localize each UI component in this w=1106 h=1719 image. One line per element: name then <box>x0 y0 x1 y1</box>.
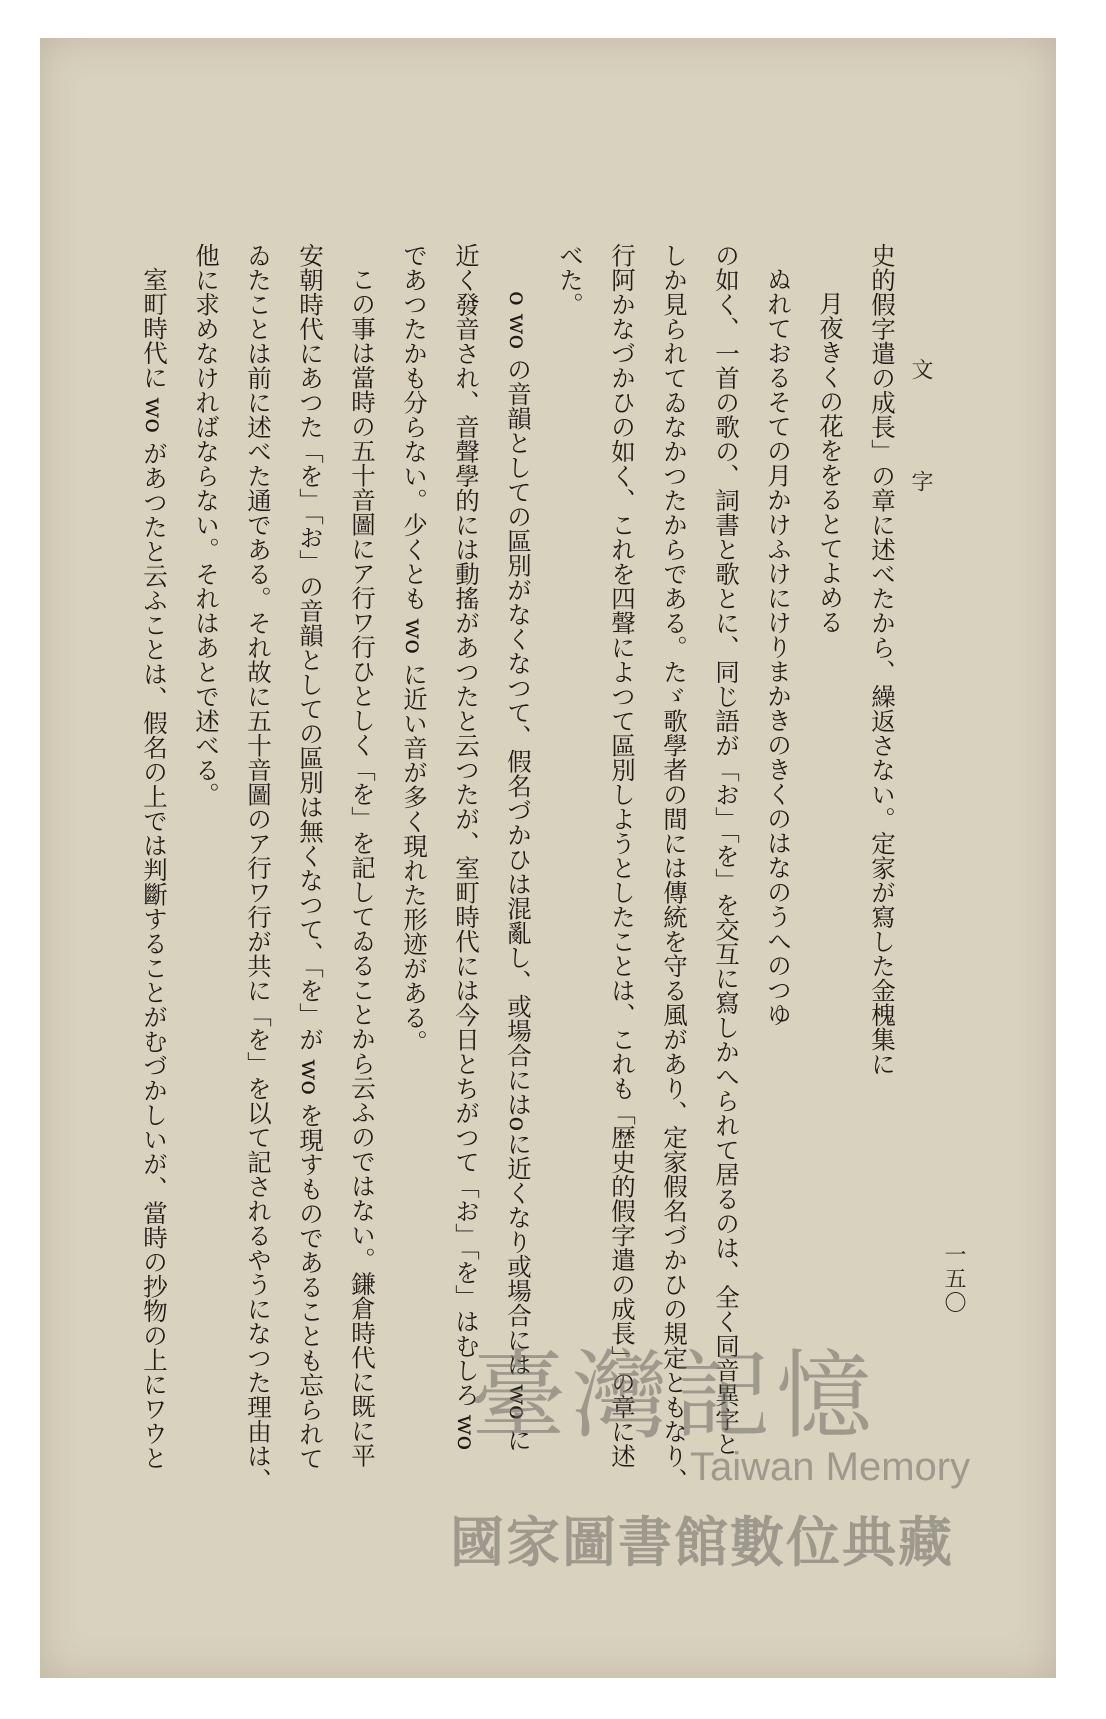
page-number: 一五〇 <box>941 1243 966 1315</box>
text-column: しか見られてゐなかつたからである。たゞ歌學者の間には傳統を守る風があり、定家假名づかひの規定ともなり、 <box>660 243 689 1493</box>
text-column: o wo の音韻としての區別がなくなつて、假名づかひは混亂し、或場合にはoに近くなり或場合には wo に <box>504 291 533 1453</box>
text-column: べた。 <box>556 243 585 317</box>
text-column: この事は當時の五十音圖にア行ワ行ひとしく「を」を記してゐることから云ふのではない。鎌倉時代に既に平 <box>348 267 377 1468</box>
text-column: 他に求めなければならない。それはあとで述べる。 <box>192 243 221 807</box>
text-column: 行阿かなづかひの如く、これを四聲によつて區別しようとしたことは、これも「歴史的假字遣の成長」の章に述 <box>608 243 637 1468</box>
watermark-logo: 臺灣記憶 <box>470 1340 878 1452</box>
text-column: 近く發音され、音聲學的には動搖があつたと云つたが、室町時代には今日とちがつて「お」「を」はむしろ wo <box>452 243 481 1451</box>
text-column: ぬれておるそての月かけふけにけりまかきのきくのはなのうへのつゆ <box>764 267 793 1027</box>
text-column: ゐたことは前に述べた通である。それ故に五十音圖のア行ワ行が共に「を」を以て記されるやうになつた理由は、 <box>244 243 273 1493</box>
text-column: 安朝時代にあつた「を」「お」の音韻としての區別は無くなつて、「を」が wo を現すものであることも忘られて <box>296 243 325 1471</box>
running-header-title: 文 字 <box>908 358 933 526</box>
watermark-english: Taiwan Memory <box>690 1445 971 1489</box>
watermark-chinese: 國家圖書館數位典藏 <box>450 1511 954 1574</box>
text-column: 史的假字遣の成長」の章に述べたから、繰返さない。定家が寫した金槐集に <box>868 243 897 1076</box>
text-column: 室町時代に wo があつたと云ふことは、假名の上では判斷することがむづかしいが、當時の抄物の上にワウと <box>140 267 169 1470</box>
text-column: 月夜きくの花ををるとてよめる <box>816 291 845 634</box>
text-column: の如く、一首の歌の、詞書と歌とに、同じ語が「お」「を」を交互に寫しかへられて居るのは、全く同音異字と <box>712 243 741 1456</box>
text-column: であつたかも分らない。少くとも wo に近い音が多く現れた形迹がある。 <box>400 243 429 1054</box>
